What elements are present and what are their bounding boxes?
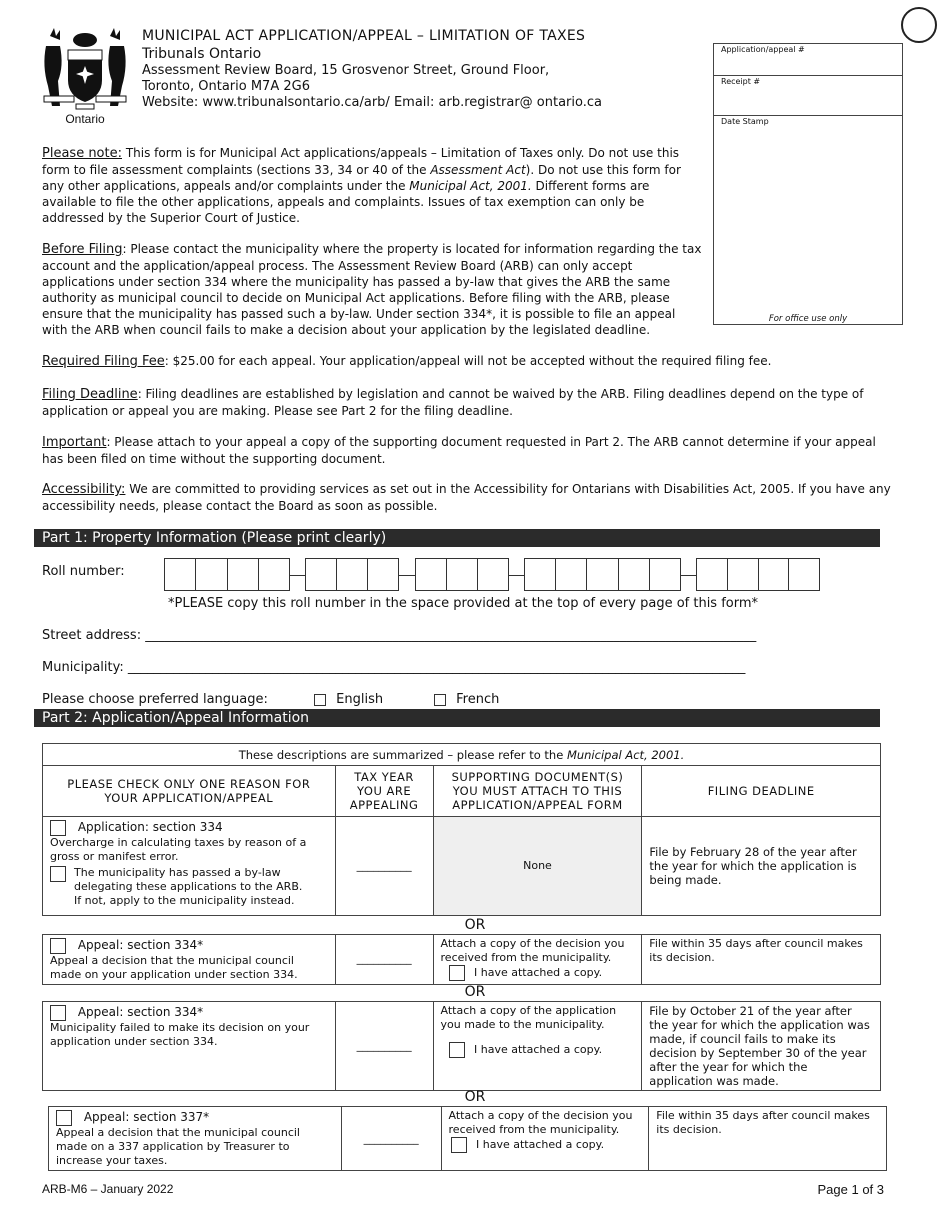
tax-year-blank: __________: [356, 1039, 412, 1052]
appeal-334-decision-checkbox[interactable]: [50, 938, 66, 954]
part2-table-row2: [42, 934, 881, 985]
application-number-field[interactable]: [714, 44, 902, 76]
roll-number-label: Roll number:: [42, 564, 125, 579]
tax-year-cell[interactable]: [335, 935, 433, 985]
col-header-tax-year: TAX YEAR YOU ARE APPEALING: [335, 766, 433, 817]
appeal-334-failure-checkbox[interactable]: [50, 1005, 66, 1021]
deadline-cell: [642, 935, 881, 985]
part2-table-row3: [42, 1001, 881, 1091]
or-separator: OR: [464, 917, 486, 933]
receipt-number-field[interactable]: [714, 76, 902, 116]
roll-number-note: *PLEASE copy this roll number in the space provided at the top of every page of this form*: [168, 596, 759, 611]
reason-description: Appeal a decision that the municipal council made on a 337 application by Treasurer to increase your taxes.: [56, 1125, 300, 1167]
or-separator: OR: [464, 1089, 486, 1105]
street-address-field[interactable]: Street address: ______________________________________________________________________________________________: [42, 628, 757, 643]
accessibility-text: We are committed to providing services as set out in the Accessibility for Ontarians with Disabilities Act, 2005. If you have any accessibility needs, please contact the Board as soon as possible.: [42, 482, 891, 513]
header-org: Tribunals Ontario: [142, 46, 262, 62]
tax-year-blank: __________: [363, 1131, 419, 1145]
application-number-label: Application/appeal #: [721, 45, 805, 54]
language-option-french[interactable]: [434, 692, 499, 708]
important-text: : Please attach to your appeal a copy of the supporting document requested in Part 2. The ARB cannot determine if your appeal has been filed on time without the supporting document.: [42, 435, 876, 466]
bylaw-text: The municipality has passed a by-law delegating these applications to the ARB.: [74, 865, 303, 893]
accessibility-paragraph: [42, 481, 892, 514]
part2-heading: Part 2: Application/Appeal Information: [34, 709, 880, 727]
col-header-supporting-docs: SUPPORTING DOCUMENT(S) YOU MUST ATTACH TO THIS APPLICATION/APPEAL FORM: [433, 766, 642, 817]
summary-row: [43, 744, 881, 766]
application-334-checkbox[interactable]: [50, 820, 66, 836]
document-cell: [441, 1107, 649, 1171]
office-use-footer: For office use only: [768, 314, 848, 324]
before-filing-text: : Please contact the municipality where the property is located for information regarding the tax account and the application/appeal process. The Assessment Review Board (ARB) can only accept applications under section 334 where the municipality has passed a by-law that gives the ARB the same authority as municipal council to decide on Municipal Act applications. Before filing with the ARB, please ensure that the municipality has passed such a by-law. Under section 334*, it is possible to file an appeal with the ARB when council fails to make a decision about your application by the legislated deadline.: [42, 242, 702, 337]
reason-cell: [49, 1107, 342, 1171]
language-label: Please choose preferred language:: [42, 692, 268, 707]
attached-copy-label: I have attached a copy.: [474, 1043, 603, 1056]
reason-description: Municipality failed to make its decision on your application under section 334.: [50, 1020, 310, 1048]
deadline-cell: [642, 817, 881, 916]
please-note-italic-2: Municipal Act, 2001.: [409, 179, 532, 193]
attached-copy-checkbox[interactable]: [449, 965, 465, 981]
table-row: [49, 1107, 887, 1171]
bylaw-note: If not, apply to the municipality instead.: [74, 893, 295, 907]
table-row: [43, 935, 881, 985]
important-label: Important: [42, 435, 107, 450]
before-filing-label: Before Filing: [42, 242, 123, 257]
header-contact: Website: www.tribunalsontario.ca/arb/ Email: arb.registrar@ ontario.ca: [142, 95, 602, 110]
summary-text: These descriptions are summarized – please refer to the: [238, 747, 567, 762]
document-text: Attach a copy of the application you made to the municipality.: [440, 1004, 617, 1031]
reason-cell: [43, 935, 336, 985]
receipt-number-label: Receipt #: [721, 77, 761, 86]
attached-copy-checkbox[interactable]: [451, 1137, 467, 1153]
french-checkbox[interactable]: [434, 694, 446, 706]
filing-deadline-text: : Filing deadlines are established by legislation and cannot be waived by the ARB. Filing deadlines depend on the type of application or appeal you are making. Please see Part 2 for the filing deadline.: [42, 387, 864, 418]
roll-separator: [509, 575, 524, 576]
tax-year-cell[interactable]: [335, 817, 433, 916]
document-cell: [433, 817, 642, 916]
deadline-text: File by October 21 of the year after the year for which the application was made, if council fails to make its decision by September 30 of the year after the year for which the application was made.: [649, 1004, 870, 1088]
deadline-text: File by February 28 of the year after the year for which the application is being made.: [649, 845, 857, 887]
col-header-reason: PLEASE CHECK ONLY ONE REASON FOR YOUR APPLICATION/APPEAL: [43, 766, 336, 817]
reason-title: Appeal: section 337*: [83, 1110, 210, 1124]
document-text: Attach a copy of the decision you received from the municipality.: [440, 937, 625, 964]
document-cell: [433, 935, 642, 985]
please-note-italic-1: Assessment Act: [430, 163, 526, 177]
tax-year-cell[interactable]: [341, 1107, 441, 1171]
ontario-coat-of-arms-logo: [40, 26, 130, 126]
deadline-text: File within 35 days after council makes its decision.: [649, 937, 863, 964]
part2-table-row4: [48, 1106, 887, 1171]
please-note-text-c: Different forms are available to file the other applications, appeals and complaints. Issues of tax exemption can only be addressed by the Superior Court of Justice.: [42, 179, 650, 225]
roll-number-group-2[interactable]: [305, 558, 399, 591]
reason-description: Overcharge in calculating taxes by reason of a gross or manifest error.: [50, 835, 307, 863]
please-note-label: Please note:: [42, 146, 122, 161]
header-address-1: Assessment Review Board, 15 Grosvenor Street, Ground Floor,: [142, 63, 550, 78]
please-note-text-a: This form is for Municipal Act applications/appeals – Limitation of Taxes only. Do not use this form to file assessment complaints (sections 33, 34 or 40 of the: [42, 146, 680, 177]
bylaw-checkbox[interactable]: [50, 866, 66, 882]
header-address-2: Toronto, Ontario M7A 2G6: [142, 79, 310, 94]
filing-fee-label: Required Filing Fee: [42, 354, 165, 369]
reason-cell: [43, 817, 336, 916]
roll-separator: [399, 575, 415, 576]
english-label: English: [336, 692, 384, 707]
municipality-field[interactable]: Municipality: _______________________________________________________________________________________________: [42, 660, 746, 675]
table-row: [43, 817, 881, 916]
accessibility-label: Accessibility:: [42, 482, 126, 497]
before-filing-paragraph: [42, 241, 702, 338]
roll-separator: [681, 575, 696, 576]
appeal-337-checkbox[interactable]: [56, 1110, 72, 1126]
tax-year-cell[interactable]: [335, 1002, 433, 1091]
roll-number-group-3[interactable]: [415, 558, 509, 591]
attached-copy-label: I have attached a copy.: [476, 1138, 605, 1151]
office-use-box: [713, 43, 903, 325]
corner-circle-marker: [901, 7, 937, 43]
important-paragraph: [42, 434, 892, 467]
filing-deadline-label: Filing Deadline: [42, 387, 138, 402]
document-text: Attach a copy of the decision you received from the municipality.: [448, 1109, 633, 1136]
form-id-footer: ARB-M6 – January 2022: [42, 1182, 174, 1196]
document-cell: [433, 1002, 642, 1091]
reason-title: Appeal: section 334*: [77, 1005, 204, 1019]
date-stamp-label: Date Stamp: [721, 117, 769, 126]
please-note-paragraph: [42, 145, 702, 226]
page-number: Page 1 of 3: [817, 1182, 884, 1197]
language-option-english[interactable]: [314, 692, 383, 708]
date-stamp-area: [714, 116, 902, 324]
document-text: None: [523, 859, 552, 872]
reason-description: Appeal a decision that the municipal council made on your application under section 334.: [50, 953, 298, 981]
reason-cell: [43, 1002, 336, 1091]
tax-year-blank: __________: [356, 859, 412, 872]
deadline-cell: [642, 1002, 881, 1091]
filing-fee-text: : $25.00 for each appeal. Your application/appeal will not be accepted without the required filing fee.: [164, 354, 772, 368]
french-label: French: [456, 692, 500, 707]
form-title: MUNICIPAL ACT APPLICATION/APPEAL – LIMITATION OF TAXES: [142, 28, 586, 44]
part2-table-main: [42, 743, 881, 916]
roll-separator: [290, 575, 305, 576]
reason-title: Appeal: section 334*: [77, 938, 204, 952]
part1-heading: Part 1: Property Information (Please print clearly): [34, 529, 880, 547]
roll-number-group-5[interactable]: [696, 558, 820, 591]
attached-copy-checkbox[interactable]: [449, 1042, 465, 1058]
summary-italic: Municipal Act, 2001.: [566, 747, 685, 762]
filing-deadline-paragraph: [42, 386, 892, 419]
tax-year-blank: __________: [356, 952, 412, 966]
roll-number-group-4[interactable]: [524, 558, 681, 591]
please-note-text-b: ). Do not use this form for any other applications, appeals and/or complaints under the: [42, 163, 681, 193]
table-row: [43, 1002, 881, 1091]
deadline-cell: [649, 1107, 887, 1171]
col-header-filing-deadline: FILING DEADLINE: [642, 766, 881, 817]
logo-caption: Ontario: [65, 112, 105, 126]
or-separator: OR: [464, 984, 486, 1000]
deadline-text: File within 35 days after council makes its decision.: [656, 1109, 870, 1136]
filing-fee-paragraph: [42, 353, 892, 370]
roll-number-group-1[interactable]: [164, 558, 290, 591]
english-checkbox[interactable]: [314, 694, 326, 706]
reason-title: Application: section 334: [77, 820, 223, 834]
attached-copy-label: I have attached a copy.: [474, 966, 603, 979]
